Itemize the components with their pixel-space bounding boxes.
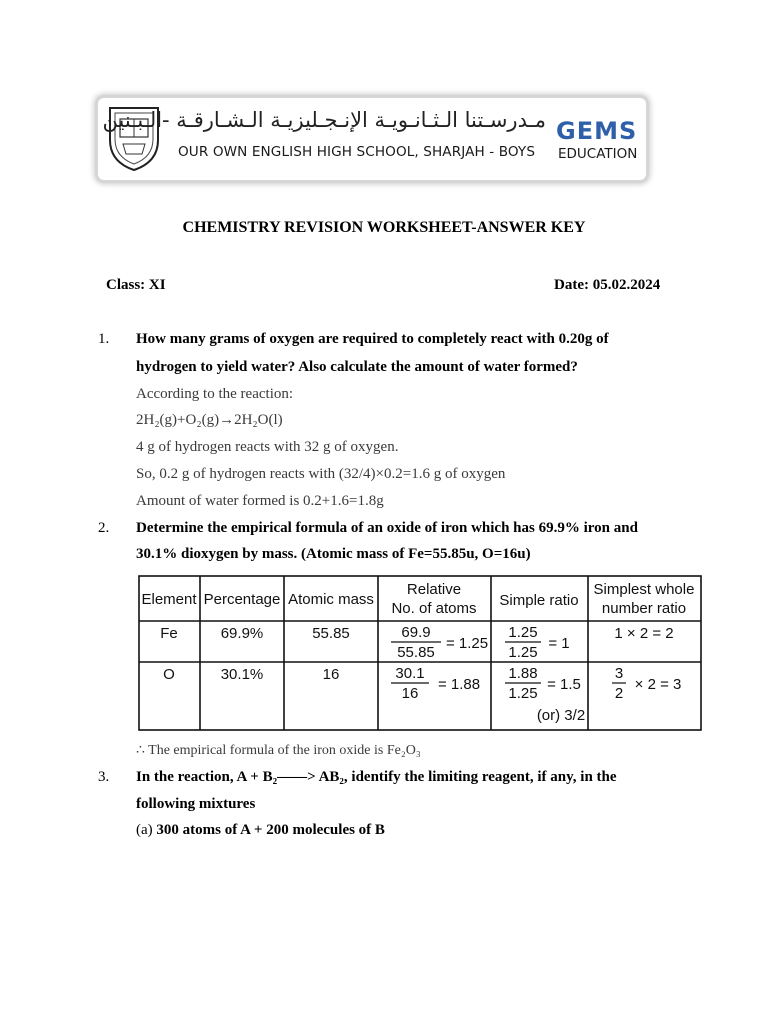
cell-relative-denominator: 55.85 xyxy=(397,644,435,661)
question-text-line: Determine the empirical formula of an oxide of iron which has 69.9% iron and xyxy=(136,520,638,536)
cell-element: Fe xyxy=(160,625,178,642)
cell-atomic-mass: 16 xyxy=(322,666,340,683)
header-atomic-mass: Atomic mass xyxy=(288,591,374,608)
cell-whole-ratio: 1 × 2 = 2 xyxy=(614,625,674,642)
school-name: OUR OWN ENGLISH HIGH SCHOOL, SHARJAH - BOYS xyxy=(178,144,536,160)
cell-whole-denominator: 2 xyxy=(614,685,624,702)
cell-relative-denominator: 16 xyxy=(401,685,419,702)
cell-element: O xyxy=(163,666,175,683)
class-label: Class: XI xyxy=(106,277,166,293)
page-title: CHEMISTRY REVISION WORKSHEET-ANSWER KEY xyxy=(182,219,586,236)
question-text-line: In the reaction, A + B₂——> AB₂, identify the limiting reagent, if any, in the xyxy=(136,769,617,785)
cell-ratio-denominator: 1.25 xyxy=(508,685,538,702)
cell-ratio-numerator: 1.88 xyxy=(508,665,538,682)
answer-line: 2H₂(g)+O₂(g)→2H₂O(l) xyxy=(136,412,283,428)
empirical-formula-table xyxy=(138,575,702,731)
question-text-line: following mixtures xyxy=(136,796,256,812)
cell-atomic-mass: 55.85 xyxy=(312,625,350,642)
cell-ratio-alt: (or) 3/2 xyxy=(536,707,586,724)
cell-ratio-result: = 1.5 xyxy=(547,676,581,693)
question-number: 3. xyxy=(98,769,110,785)
question-number: 1. xyxy=(98,331,110,347)
cell-ratio-numerator: 1.25 xyxy=(508,624,538,641)
sub-question-text: 300 atoms of A + 200 molecules of B xyxy=(156,822,385,838)
school-header-banner xyxy=(98,98,646,180)
question-number: 2. xyxy=(98,520,110,536)
answer-line: According to the reaction: xyxy=(136,386,294,402)
cell-percentage: 30.1% xyxy=(220,666,264,683)
cell-whole-result: × 2 = 3 xyxy=(634,676,682,693)
cell-relative-numerator: 69.9 xyxy=(401,624,431,641)
date-label: Date: 05.02.2024 xyxy=(554,277,661,293)
header-simplest-whole: Simplest whole xyxy=(593,581,695,598)
sub-question-label: (a) xyxy=(136,822,153,838)
cell-percentage: 69.9% xyxy=(220,625,264,642)
cell-relative-numerator: 30.1 xyxy=(395,665,425,682)
cell-relative-result: = 1.25 xyxy=(445,635,489,652)
answer-line: 4 g of hydrogen reacts with 32 g of oxygen. xyxy=(136,439,399,455)
cell-whole-numerator: 3 xyxy=(614,665,624,682)
question-text-line: 30.1% dioxygen by mass. (Atomic mass of Fe=55.85u, O=16u) xyxy=(136,546,531,562)
sub-question xyxy=(136,822,385,839)
school-name-arabic: مـدرسـتنا الـثـانـويـة الإنـجـليزيـة الـشـارقـة -الـبـنين xyxy=(102,108,546,132)
cell-ratio-result: = 1 xyxy=(548,635,570,652)
question-text-line: hydrogen to yield water? Also calculate the amount of water formed? xyxy=(136,359,578,375)
header-no-of-atoms: No. of atoms xyxy=(391,600,477,617)
header-element: Element xyxy=(141,591,197,608)
cell-ratio-denominator: 1.25 xyxy=(508,644,538,661)
header-relative: Relative xyxy=(406,581,462,598)
header-percentage: Percentage xyxy=(203,591,281,608)
conclusion-line: ∴ The empirical formula of the iron oxide is Fe₂O₃ xyxy=(136,743,421,758)
answer-line: Amount of water formed is 0.2+1.6=1.8g xyxy=(136,493,384,509)
cell-relative-result: = 1.88 xyxy=(437,676,481,693)
question-text-line: How many grams of oxygen are required to completely react with 0.20g of xyxy=(136,331,609,347)
answer-line: So, 0.2 g of hydrogen reacts with (32/4)×0.2=1.6 g of oxygen xyxy=(136,466,506,482)
gems-brand-text: GEMS xyxy=(556,118,638,142)
header-simple-ratio: Simple ratio xyxy=(499,592,579,609)
gems-logo xyxy=(556,118,642,142)
header-number-ratio: number ratio xyxy=(601,600,687,617)
education-label: EDUCATION xyxy=(558,146,638,162)
